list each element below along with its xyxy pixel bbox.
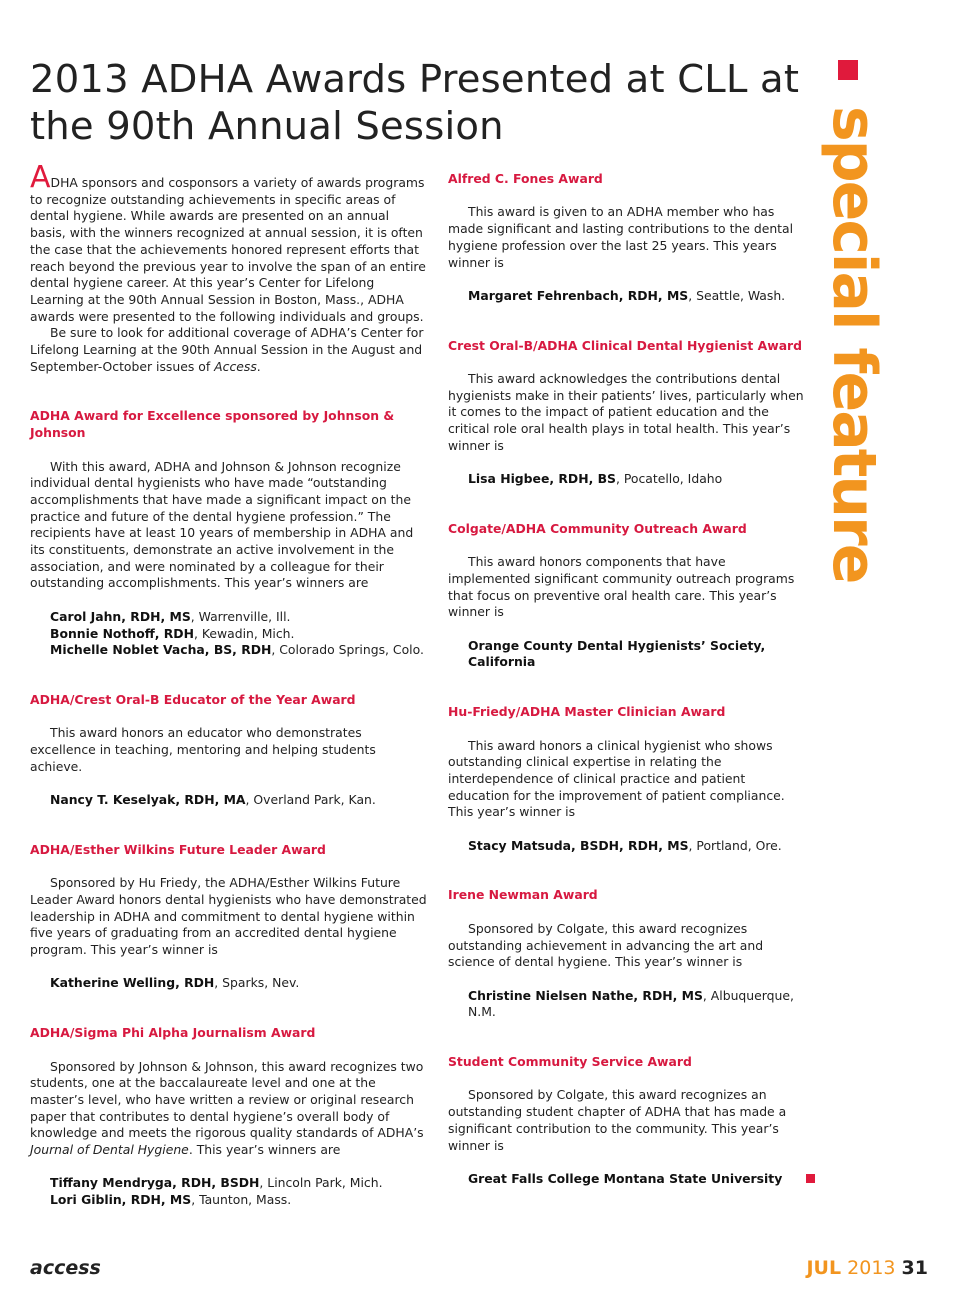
award-description: This award honors a clinical hygienist who shows outstanding clinical expertise in relating the interdependence of clinical practice and patient education for the improvement of patient compliance. This year’s winner is — [448, 737, 785, 820]
intro-paragraph: ADHA sponsors and cosponsors a variety of awards programs to recognize outstanding achievements in specific areas of dental hygiene. While awards are presented on an annual basis, with the winners recognized at annual session, it is often the case that the achievements honored represent efforts that reach beyond the previous year to involve the span of an entire dental hygiene career. At this year’s Center for Lifelong Learning at the 90th Annual Session in Boston, Mass., ADHA awards were presented to the following individuals and groups. — [30, 160, 426, 324]
winner-list — [448, 1171, 808, 1188]
winner: Orange County Dental Hygienists’ Society, — [468, 637, 766, 653]
issue-month: JUL — [806, 1257, 842, 1279]
intro — [30, 160, 428, 375]
winner: Lori Giblin, RDH, MS, Taunton, Mass. — [50, 1192, 292, 1208]
left-column — [30, 160, 428, 1209]
award-description: This award honors an educator who demonstrates excellence in teaching, mentoring and helping students achieve. — [30, 725, 376, 774]
magazine-name: access — [30, 1257, 101, 1279]
award-heading: ADHA Award for Excellence sponsored by Johnson & Johnson — [30, 408, 395, 441]
award-heading: Alfred C. Fones Award — [448, 171, 603, 186]
winner-list — [448, 838, 808, 855]
award-heading: ADHA/Sigma Phi Alpha Journalism Award — [30, 1025, 316, 1041]
award-newman — [448, 887, 808, 1021]
award-master — [448, 704, 808, 854]
award-clinical — [448, 338, 808, 488]
award-educator — [30, 692, 428, 809]
award-description: Sponsored by Colgate, this award recognizes an outstanding student chapter of ADHA that has made a significant contribution to the community. This year’s winner is — [448, 1087, 787, 1153]
award-description: This award honors components that have implemented significant community outreach programs that focus on preventive oral health care. This year’s winner is — [448, 554, 795, 620]
winner-list — [448, 638, 808, 671]
section-marker-square — [838, 60, 858, 80]
issue-year: 2013 — [847, 1257, 896, 1279]
winner: Christine Nielsen Nathe, RDH, MS, Albuquerque, — [468, 987, 794, 1003]
winner: Margaret Fehrenbach, RDH, MS, Seattle, Wash. — [468, 287, 786, 303]
winner: Stacy Matsuda, BSDH, RDH, MS, Portland, Ore. — [468, 837, 782, 853]
winner-list — [448, 288, 808, 305]
award-description: This award acknowledges the contributions dental hygienists make in their patients’ lives, particularly when it comes to the impact of patient education and the critical role oral health plays in total health. This year’s winner is — [448, 370, 804, 453]
winner-list — [448, 471, 808, 488]
end-of-article-square — [806, 1174, 815, 1183]
award-heading: Irene Newman Award — [448, 887, 598, 903]
award-excellence — [30, 408, 428, 659]
award-description: Sponsored by Colgate, this award recognizes outstanding achievement in advancing the art and science of dental hygiene. This year’s winner is — [448, 920, 764, 970]
award-heading: Crest Oral-B/ADHA Clinical Dental Hygienist Award — [448, 337, 803, 353]
award-journalism — [30, 1025, 428, 1209]
award-heading: Hu-Friedy/ADHA Master Clinician Award — [448, 704, 726, 720]
page-title: 2013 ADHA Awards Presented at CLL at the 90th Annual Session — [30, 57, 800, 149]
award-wilkins — [30, 842, 428, 992]
winner-list — [30, 792, 428, 809]
section-label: special feature — [819, 106, 889, 583]
issue-date-page — [806, 1257, 928, 1279]
winner: Carol Jahn, RDH, MS, Warrenville, Ill. — [50, 608, 291, 624]
award-description: This award is given to an ADHA member who has made significant and lasting contributions to the dental hygiene profession over the last 25 years. This years winner is — [448, 204, 794, 270]
winner-list — [30, 975, 428, 992]
winner: Lisa Higbee, RDH, BS, Pocatello, Idaho — [468, 471, 723, 487]
award-student — [448, 1054, 808, 1188]
winner-list — [448, 988, 808, 1021]
award-fones — [448, 171, 808, 305]
award-description: Sponsored by Hu Friedy, the ADHA/Esther Wilkins Future Leader Award honors dental hygienists who have demonstrated leadership in ADHA and commitment to dental hygiene within five years of graduating from an accredited dental hygiene program. This year’s winner is — [30, 875, 427, 958]
winner: Katherine Welling, RDH, Sparks, Nev. — [50, 975, 300, 991]
winner: Nancy T. Keselyak, RDH, MA, Overland Park, Kan. — [50, 792, 376, 808]
award-description: Sponsored by Johnson & Johnson, this award recognizes two students, one at the baccalaureate level and one at the master’s level, who have written a review or original research paper that contributes to dental hygiene’s overall body of knowledge and meets the rigorous quality standards of ADHA’s Journal of Dental Hygiene. This year’s winners are — [30, 1058, 424, 1158]
drop-cap: A — [30, 160, 51, 195]
award-heading: ADHA/Crest Oral-B Educator of the Year Award — [30, 691, 356, 707]
award-heading: Student Community Service Award — [448, 1054, 692, 1070]
winner: Bonnie Nothoff, RDH, Kewadin, Mich. — [50, 625, 295, 641]
winner: Tiffany Mendryga, RDH, BSDH, Lincoln Park, Mich. — [50, 1175, 383, 1191]
right-column — [448, 171, 808, 1188]
winner: Michelle Noblet Vacha, BS, RDH, Colorado Springs, Colo. — [50, 642, 424, 658]
award-heading: ADHA/Esther Wilkins Future Leader Award — [30, 841, 326, 857]
award-heading: Colgate/ADHA Community Outreach Award — [448, 520, 747, 536]
winner-place-continued: N.M. — [468, 1004, 496, 1020]
award-description: With this award, ADHA and Johnson & Johnson recognize individual dental hygienists who have made “outstanding accomplishments that have made a significant impact on the practice and future of the dental hygiene profession.” The recipients have at least 10 years of membership in ADHA and its constituents, demonstrate an active involvement in the association, and were nominated by a colleague for their outstanding accomplishments. This year’s winners are — [30, 458, 414, 591]
page-number: 31 — [901, 1257, 928, 1279]
award-outreach — [448, 521, 808, 671]
intro-paragraph-2: Be sure to look for additional coverage of ADHA’s Center for Lifelong Learning at the 90th Annual Session in the August and September-October issues of Access. — [30, 325, 424, 374]
winner-list — [30, 1175, 428, 1208]
winner: Great Falls College Montana State University — [468, 1171, 808, 1188]
winner: California — [468, 654, 536, 670]
winner-list — [30, 609, 428, 659]
